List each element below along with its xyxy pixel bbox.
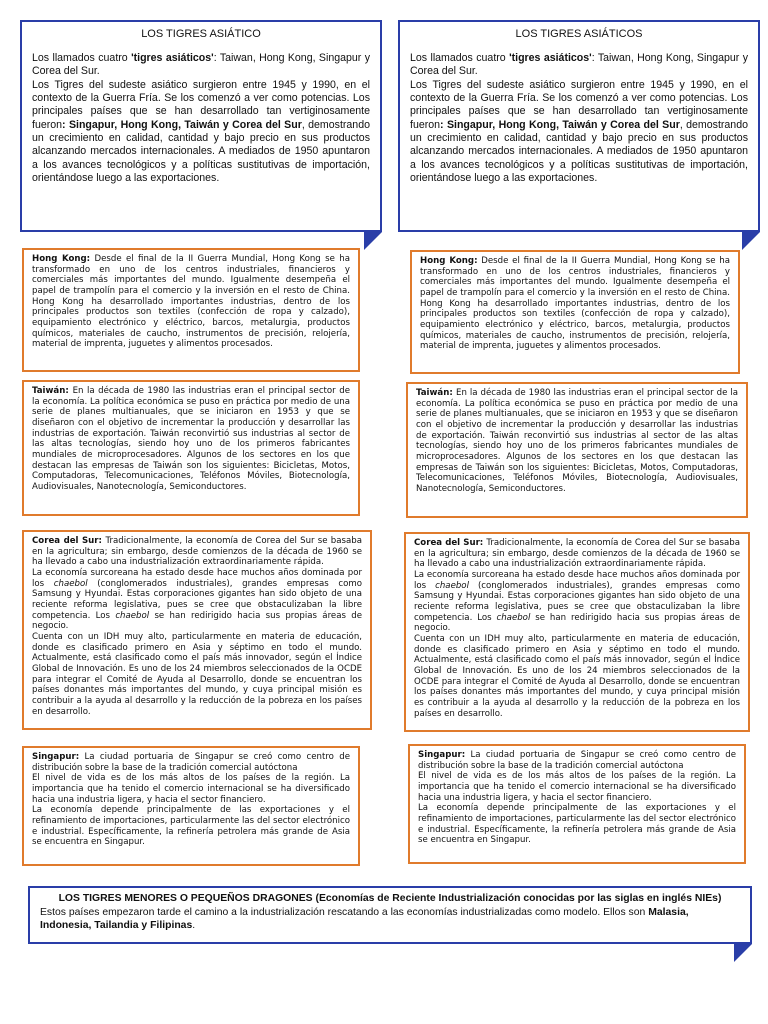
- intro-emphasis: : Singapur, Hong Kong, Taiwán y Corea del Sur: [440, 118, 680, 131]
- intro-title: LOS TIGRES ASIÁTICO: [141, 28, 261, 40]
- taiwan-heading: Taiwán:: [32, 386, 73, 396]
- corea-text: La economía surcoreana ha estado desde hace muchos años dominada por los: [32, 567, 362, 589]
- tigres-menores-title: LOS TIGRES MENORES O PEQUEÑOS DRAGONES (Economías de Reciente Industrialización conocidas por las siglas en inglés NIEs): [58, 893, 722, 904]
- corea-text: (conglomerados industriales), grandes empresas como Samsung y Hyundai. Estas corporaciones gigantes han sido objeto de una reciente reforma legislativa, pues se cree que obstaculizaban la libre competencia. Los: [32, 578, 362, 621]
- singapur-text: El nivel de vida es de los más altos de los países de la región. La importancia que ha tenido el comercio internacional se ha diversificado hacia una industria ligera, y hacia el sector financiero.: [418, 771, 736, 803]
- corea-italic: chaebol: [53, 578, 88, 589]
- intro-text: Los llamados cuatro: [410, 51, 510, 64]
- corea-card-right: [404, 532, 750, 732]
- corea-text: La economía surcoreana ha estado desde hace muchos años dominada por los: [414, 569, 740, 591]
- singapur-heading: Singapur:: [418, 750, 466, 760]
- intro-text: : Taiwan, Hong Kong, Singapur y Corea del Sur.: [410, 51, 748, 78]
- singapur-card-left: [22, 746, 360, 866]
- corea-text: (conglomerados industriales), grandes empresas como Samsung y Hyundai. Estas corporaciones gigantes han sido objeto de una reciente reforma legislativa, pues se cree que obstaculizaban la libre competencia. Los: [414, 580, 740, 623]
- intro-text: : Taiwan, Hong Kong, Singapur y Corea del Sur.: [32, 51, 370, 78]
- singapur-card-right: [408, 744, 746, 864]
- singapur-text: El nivel de vida es de los más altos de los países de la región. La importancia que ha tenido el comercio internacional se ha diversificado hacia una industria ligera, y hacia el sector financiero.: [32, 773, 350, 805]
- intro-text: Los Tigres del sudeste asiático surgieron entre 1945 y 1990, en el contexto de la Guerra Fría. Se los comenzó a ver como potencias. Los principales países que se han desarrollado tan vertiginosamente fueron: [410, 78, 748, 131]
- intro-card-right: [398, 20, 760, 232]
- hong-kong-card-left: [22, 248, 360, 372]
- taiwan-card-right: [406, 382, 748, 518]
- intro-text: Los Tigres del sudeste asiático surgieron entre 1945 y 1990, en el contexto de la Guerra Fría. Se los comenzó a ver como potencias. Los principales países que se han desarrollado tan vertiginosamente fueron: [32, 78, 370, 131]
- corea-text: se han redirigido hacia sus propias áreas de negocio.: [32, 610, 363, 632]
- intro-paragraph-1: [410, 52, 748, 79]
- corea-text: Tradicionalmente, la economía de Corea del Sur se basaba en la agricultura; sin embargo, desde comienzos de la década de 1960 se ha llevado a cabo una industrialización extraordinariamente rápida.: [32, 536, 362, 568]
- hong-kong-text: Desde el final de la II Guerra Mundial, Hong Kong se ha transformado en uno de los centros industriales, financieros y comerciales más importantes del mundo. Igualmente desempeña el papel de trampolín para el comercio y la inversión en el resto de China. Hong Kong ha desarrollado importantes industrias, dentro de los principales productos son textiles (confección de ropa y calzado), equipamiento electrónico y eléctrico, barcos, metalurgia, productos químicos, materiales de caucho, instrumentos de precisión, relojería, material de imprenta, juguetes y alimentos procesados.: [32, 254, 350, 350]
- singapur-text: La economía depende principalmente de las exportaciones y el refinamiento de importaciones, particularmente las del sector electrónico e industrial. Específicamente, la refinería petrolera más grande de Asia se encuentra en Singapur.: [32, 805, 350, 848]
- intro-paragraph-2: [410, 79, 748, 186]
- corea-italic: chaebol: [496, 612, 531, 623]
- hong-kong-heading: Hong Kong:: [32, 254, 91, 264]
- hong-kong-heading: Hong Kong:: [420, 256, 478, 266]
- taiwan-card-left: [22, 380, 360, 516]
- intro-paragraph-2: [32, 79, 370, 186]
- singapur-text: La economía depende principalmente de las exportaciones y el refinamiento de importaciones, particularmente las del sector electrónico e industrial. Específicamente, la refinería petrolera más grande de Asia se encuentra en Singapur.: [418, 803, 736, 846]
- tigres-menores-text: Estos países empezaron tarde el camino a la industrialización rescatando a las economías industrializadas como modelo. Ellos son: [40, 906, 649, 918]
- intro-emphasis: : Singapur, Hong Kong, Taiwán y Corea del Sur: [62, 118, 302, 131]
- singapur-text: La ciudad portuaria de Singapur se creó como centro de distribución sobre la base de la tradición comercial autóctona: [32, 752, 350, 773]
- corea-text: Tradicionalmente, la economía de Corea del Sur se basaba en la agricultura; sin embargo, desde comienzos de la década de 1960 se ha llevado a cabo una industrialización extraordinariamente rápida.: [414, 538, 740, 570]
- page-fold-corner: [742, 232, 760, 250]
- corea-text: se han redirigido hacia sus propias áreas de negocio.: [414, 612, 740, 634]
- intro-title: LOS TIGRES ASIÁTICOS: [515, 28, 643, 40]
- corea-card-left: [22, 530, 372, 730]
- taiwan-text: En la década de 1980 las industrias eran el principal sector de la economía. La política económica se puso en práctica por medio de una serie de planes multianuales, que se iniciaron en 1953 y que se diseñaron con el objetivo de incrementar la producción y desarrollar las industrias de exportación. Taiwán reconvirtió sus industrias al sector de las altas tecnologías, siendo hoy uno de los primeros fabricantes mundiales de microprocesadores. Algunos de los sectores en los que destacan las empresas de Taiwán son los siguientes: Bicicletas, Motos, Computadoras, Telecomunicaciones, Teléfonos Móviles, Biotecnología, Audiovisuales, Nanotecnología, Semiconductores.: [32, 386, 350, 492]
- tigres-menores-card: [28, 886, 752, 944]
- corea-heading: Corea del Sur:: [414, 538, 487, 548]
- tigres-menores-countries: Malasia, Indonesia, Tailandia y Filipinas: [40, 906, 689, 932]
- intro-text: , demostrando un crecimiento en calidad, cantidad y bajo precio en sus productos alcanzando mercados internacionales. A mediados de 1950 apuntaron a los avances tecnológicos y a políticas sustitutivas de importación, orientándose luego a las exportaciones.: [410, 118, 748, 184]
- page-fold-corner: [364, 232, 382, 250]
- page-fold-corner: [734, 944, 752, 962]
- corea-text: Cuenta con un IDH muy alto, particularmente en materia de educación, donde es clasificado primero en Asia y séptimo en todo el mundo. Actualmente, está clasificado como el país más innovador, según el Índice Global de Innovación. Es uno de los 24 miembros seleccionados de la OCDE para integrar el Comité de Ayuda al Desarrollo, donde se encuentran los países donantes más importantes del mundo, y cuya principal misión es contribuir a la ayuda al desarrollo y la reducción de la pobreza en los países en desarrollo.: [32, 631, 362, 717]
- corea-heading: Corea del Sur:: [32, 536, 106, 546]
- singapur-heading: Singapur:: [32, 752, 80, 762]
- intro-emphasis: 'tigres asiáticos': [509, 51, 592, 64]
- intro-card-left: [20, 20, 382, 232]
- tigres-menores-text: .: [192, 920, 196, 932]
- intro-text: Los llamados cuatro: [32, 51, 132, 64]
- corea-text: Cuenta con un IDH muy alto, particularmente en materia de educación, donde es clasificado primero en Asia y séptimo en todo el mundo. Actualmente, está clasificado como el país más innovador, según el Índice Global de Innovación. Es uno de los 24 miembros seleccionados de la OCDE para integrar el Comité de Ayuda al Desarrollo, donde se encuentran los países donantes más importantes del mundo, y cuya principal misión es contribuir a la ayuda al desarrollo y la reducción de la pobreza en los países en desarrollo.: [414, 633, 740, 719]
- corea-italic: chaebol: [115, 610, 150, 621]
- corea-italic: chaebol: [435, 580, 469, 591]
- hong-kong-text: Desde el final de la II Guerra Mundial, Hong Kong se ha transformado en uno de los centros industriales, financieros y comerciales más importantes del mundo. Igualmente desempeña el papel de trampolín para el comercio y la inversión en el resto de China. Hong Kong ha desarrollado importantes industrias, dentro de los principales productos son textiles (confección de ropa y calzado), equipamiento electrónico y eléctrico, barcos, metalurgia, productos químicos, materiales de caucho, instrumentos de precisión, relojería, material de imprenta, juguetes y alimentos procesados.: [420, 256, 730, 352]
- taiwan-heading: Taiwán:: [416, 388, 457, 398]
- intro-text: , demostrando un crecimiento en calidad, cantidad y bajo precio en sus productos alcanzando mercados internacionales. A mediados de 1950 apuntaron a los avances tecnológicos y a políticas sustitutivas de importación, orientándose luego a las exportaciones.: [32, 118, 370, 184]
- singapur-text: La ciudad portuaria de Singapur se creó como centro de distribución sobre la base de la tradición comercial autóctona: [418, 750, 736, 771]
- intro-paragraph-1: [32, 52, 370, 79]
- hong-kong-card-right: [410, 250, 740, 374]
- intro-emphasis: 'tigres asiáticos': [131, 51, 214, 64]
- taiwan-text: En la década de 1980 las industrias eran el principal sector de la economía. La política económica se puso en práctica por medio de una serie de planes multianuales, que se iniciaron en 1953 y que se diseñaron con el objetivo de incrementar la producción y desarrollar las industrias de exportación. Taiwán reconvirtió sus industrias al sector de las altas tecnologías, siendo hoy uno de los primeros fabricantes mundiales de microprocesadores. Algunos de los sectores en los que destacan las empresas de Taiwán son los siguientes: Bicicletas, Motos, Computadoras, Telecomunicaciones, Teléfonos Móviles, Biotecnología, Audiovisuales, Nanotecnología, Semiconductores.: [416, 388, 738, 494]
